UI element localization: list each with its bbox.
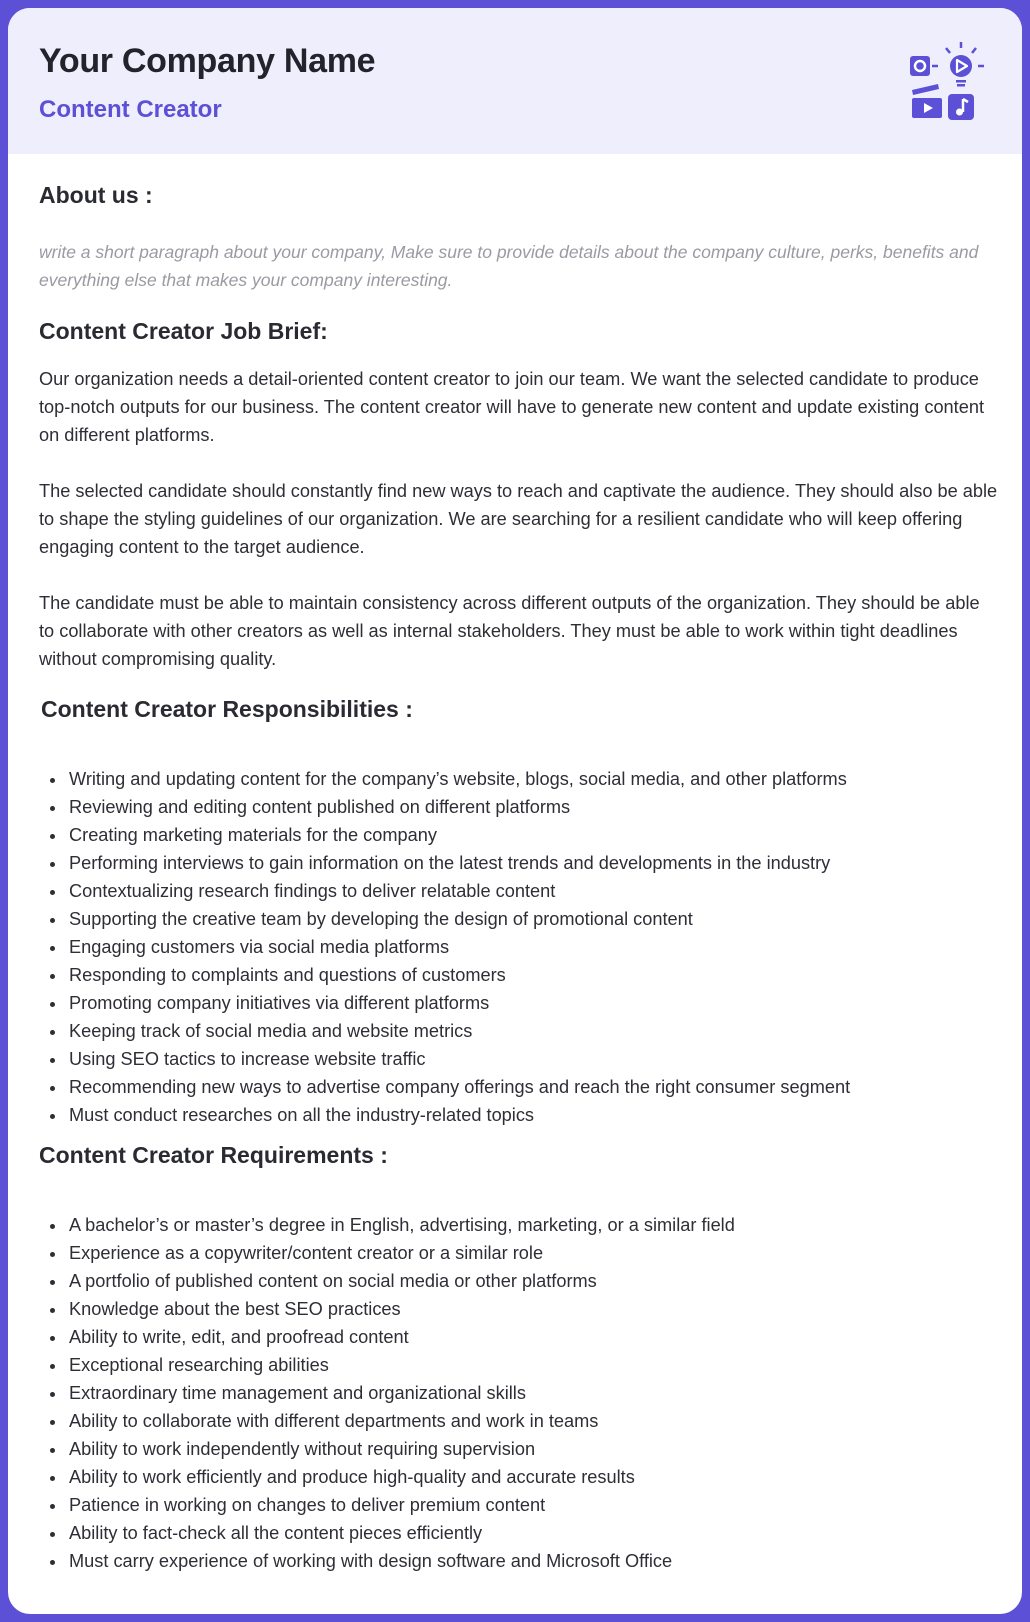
- list-item: • Ability to write, edit, and proofread content: [67, 1323, 1022, 1351]
- list-item: • Reviewing and editing content published on different platforms: [67, 793, 1022, 821]
- list-item: • A bachelor’s or master’s degree in English, advertising, marketing, or a similar field: [67, 1211, 1022, 1239]
- list-item: • Creating marketing materials for the company: [67, 821, 1022, 849]
- list-item: • Promoting company initiatives via different platforms: [67, 989, 1022, 1017]
- list-item: • Writing and updating content for the company’s website, blogs, social media, and other platforms: [67, 765, 1022, 793]
- list-item: • Patience in working on changes to deliver premium content: [67, 1491, 1022, 1519]
- list-item: • Ability to work efficiently and produce high-quality and accurate results: [67, 1463, 1022, 1491]
- job-brief-paragraph: The selected candidate should constantly find new ways to reach and captivate the audience. They should also be able to shape the styling guidelines of our organization. We are searching for a resilient candidate who will keep offering engaging content to the target audience.: [39, 481, 998, 557]
- list-item: • Performing interviews to gain information on the latest trends and developments in the industry: [67, 849, 1022, 877]
- list-item: • Contextualizing research findings to deliver relatable content: [67, 877, 1022, 905]
- job-brief-heading: Content Creator Job Brief:: [39, 318, 328, 344]
- responsibilities-heading: Content Creator Responsibilities :: [41, 696, 413, 722]
- job-title: Content Creator: [39, 96, 222, 123]
- list-item: • Responding to complaints and questions of customers: [67, 961, 1022, 989]
- requirements-heading: Content Creator Requirements :: [39, 1142, 388, 1168]
- list-item: • A portfolio of published content on social media or other platforms: [67, 1267, 1022, 1295]
- job-brief-paragraph: Our organization needs a detail-oriented content creator to join our team. We want the selected candidate to produce top-notch outputs for our business. The content creator will have to generate new content and update existing content on different platforms.: [39, 369, 985, 445]
- list-item: • Ability to work independently without requiring supervision: [67, 1435, 1022, 1463]
- header: [8, 8, 1022, 154]
- list-item: • Recommending new ways to advertise company offerings and reach the right consumer segment: [67, 1073, 1022, 1101]
- job-brief-paragraph: The candidate must be able to maintain consistency across different outputs of the organization. They should be able to collaborate with other creators as well as internal stakeholders. They must be able to work within tight deadlines without compromising quality.: [39, 593, 980, 669]
- list-item: • Exceptional researching abilities: [67, 1351, 1022, 1379]
- company-name: Your Company Name: [39, 42, 376, 80]
- about-placeholder-text: write a short paragraph about your company, Make sure to provide details about the company culture, perks, benefits and everything else that makes your company interesting.: [39, 242, 979, 290]
- about-heading: About us :: [39, 182, 153, 208]
- list-item: • Engaging customers via social media platforms: [67, 933, 1022, 961]
- list-item: • Must conduct researches on all the industry-related topics: [67, 1101, 1022, 1129]
- requirements-list: [39, 1211, 1022, 1575]
- list-item: • Experience as a copywriter/content creator or a similar role: [67, 1239, 1022, 1267]
- list-item: • Knowledge about the best SEO practices: [67, 1295, 1022, 1323]
- responsibilities-list: [39, 765, 1022, 1129]
- list-item: • Supporting the creative team by developing the design of promotional content: [67, 905, 1022, 933]
- list-item: • Keeping track of social media and website metrics: [67, 1017, 1022, 1045]
- job-description-card: [8, 8, 1022, 1614]
- list-item: • Ability to collaborate with different departments and work in teams: [67, 1407, 1022, 1435]
- list-item: • Using SEO tactics to increase website traffic: [67, 1045, 1022, 1073]
- list-item: • Must carry experience of working with design software and Microsoft Office: [67, 1547, 1022, 1575]
- list-item: • Extraordinary time management and organizational skills: [67, 1379, 1022, 1407]
- list-item: • Ability to fact-check all the content pieces efficiently: [67, 1519, 1022, 1547]
- content-creation-icon: [908, 38, 994, 124]
